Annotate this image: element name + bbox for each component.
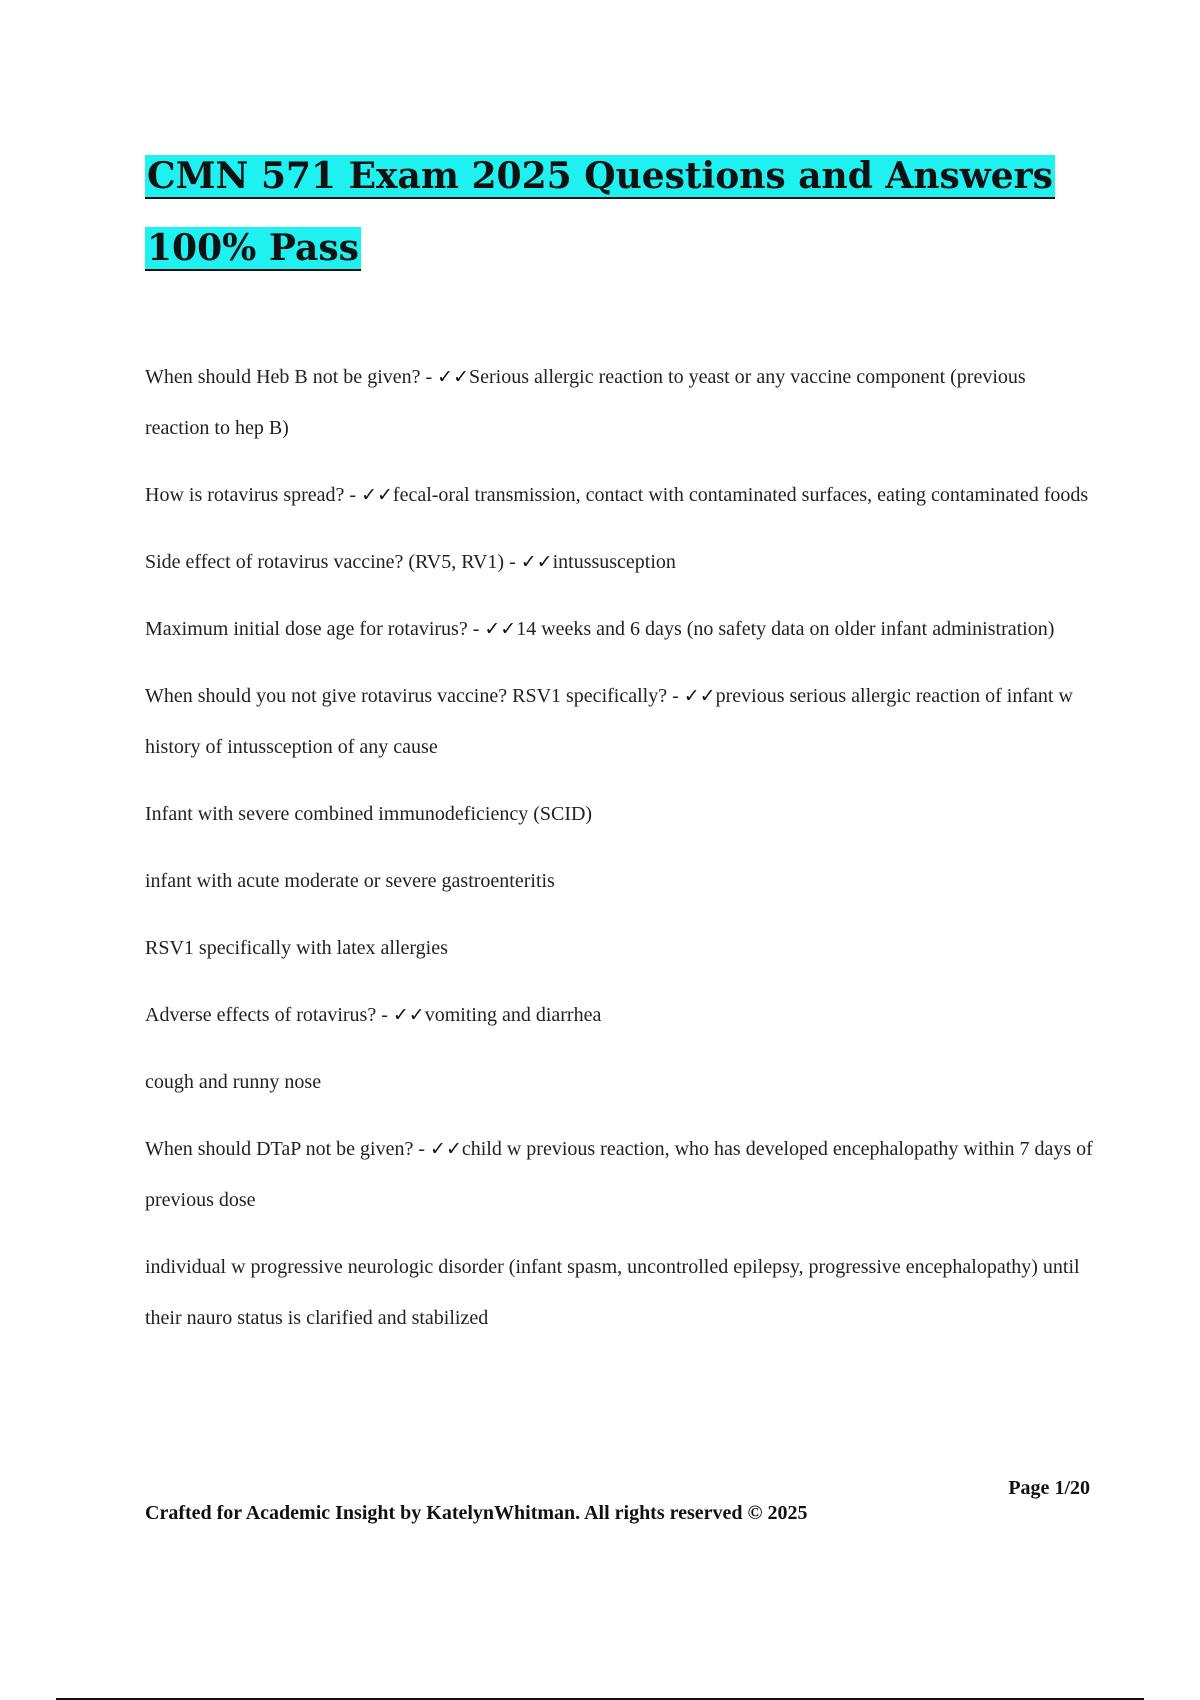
check-icon: ✓✓ — [430, 1138, 462, 1160]
qa-list — [145, 352, 1095, 1360]
answer-text: child w previous reaction, who has developed encephalopathy within 7 days of previous dose — [145, 1138, 1093, 1211]
question-text: Maximum initial dose age for rotavirus? - — [145, 618, 485, 640]
answer-text: fecal-oral transmission, contact with contaminated surfaces, eating contaminated foods — [392, 484, 1089, 506]
answer-text: Serious allergic reaction to yeast or any vaccine component (previous reaction to hep B) — [145, 366, 1026, 439]
qa-item — [145, 352, 1095, 454]
question-text: Adverse effects of rotavirus? - — [145, 1004, 393, 1026]
question-text: When should DTaP not be given? - — [145, 1138, 431, 1160]
qa-item — [145, 671, 1095, 773]
check-icon: ✓✓ — [520, 551, 553, 573]
page-title: CMN 571 Exam 2025 Questions and Answers 100% Pass — [147, 155, 1053, 269]
title-block — [145, 140, 1095, 284]
answer-text: 14 weeks and 6 days (no safety data on older infant administration) — [516, 618, 1055, 640]
question-text: Side effect of rotavirus vaccine? (RV5, RV1) - — [145, 551, 521, 573]
check-icon: ✓✓ — [683, 685, 716, 707]
answer-continuation: Infant with severe combined immunodeficiency (SCID) — [145, 803, 593, 825]
answer-continuation: RSV1 specifically with latex allergies — [145, 937, 448, 959]
page-number: Page 1/20 — [1008, 1477, 1090, 1499]
question-text: When should you not give rotavirus vaccine? RSV1 specifically? - — [145, 685, 684, 707]
question-text: How is rotavirus spread? - — [145, 484, 362, 506]
qa-item — [145, 470, 1095, 521]
qa-item — [145, 537, 1095, 588]
check-icon: ✓✓ — [361, 484, 393, 506]
check-icon: ✓✓ — [392, 1004, 425, 1026]
qa-item — [145, 990, 1095, 1041]
qa-item — [145, 604, 1095, 655]
answer-text: vomiting and diarrhea — [424, 1004, 602, 1026]
footer-credit: Crafted for Academic Insight by KatelynWhitman. All rights reserved © 2025 — [145, 1502, 808, 1524]
qa-item — [145, 1124, 1095, 1226]
answer-text: intussusception — [552, 551, 676, 573]
question-text: When should Heb B not be given? - — [145, 366, 438, 388]
answer-continuation: individual w progressive neurologic disorder (infant spasm, uncontrolled epilepsy, progressive encephalopathy) until their nauro status is clarified and stabilized — [145, 1256, 1080, 1329]
check-icon: ✓✓ — [437, 366, 470, 388]
answer-continuation: infant with acute moderate or severe gastroenteritis — [145, 870, 555, 892]
answer-continuation: cough and runny nose — [145, 1071, 322, 1093]
answer-text: previous serious allergic reaction of infant w history of intussception of any cause — [145, 685, 1073, 758]
check-icon: ✓✓ — [484, 618, 517, 640]
